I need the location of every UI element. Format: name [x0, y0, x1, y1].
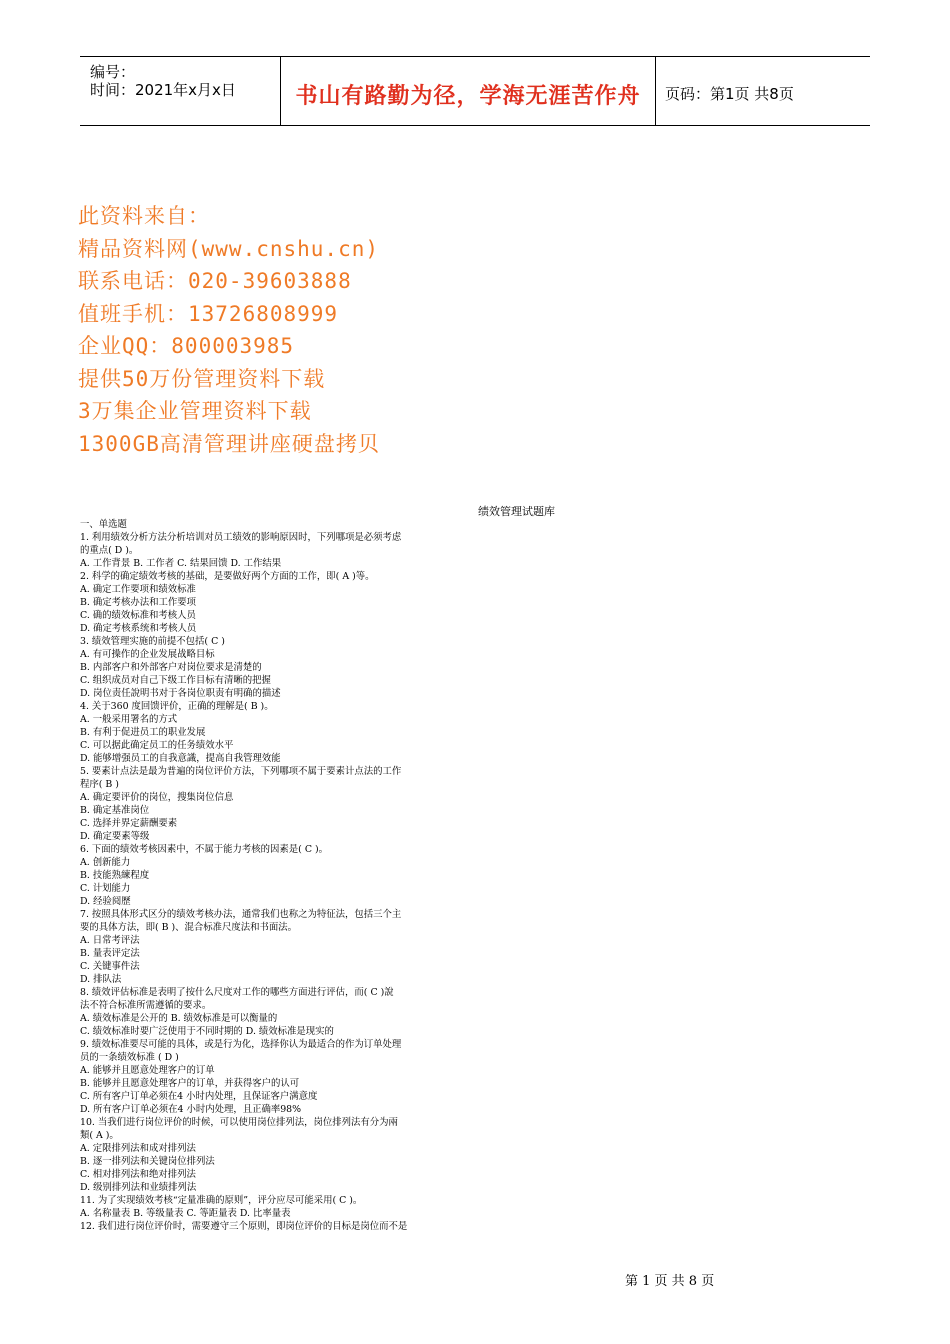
text-line: C. 相对排列法和绝对排列法: [80, 1169, 196, 1180]
ad-line: 值班手机：13726808999: [78, 301, 339, 326]
text-line: 類( A )。: [80, 1130, 119, 1141]
text-line: 一、单选题: [80, 519, 127, 530]
text-line: A. 确定要评价的岗位，搜集岗位信息: [80, 792, 234, 803]
text-line: C. 可以据此确定员工的任务绩效水平: [80, 740, 234, 751]
text-line: D. 能够增强员工的自我意識，提高自我管理效能: [80, 753, 281, 764]
text-line: C. 所有客户订单必须在4 小时内处理，且保证客户满意度: [80, 1091, 318, 1102]
text-line: D. 级别排列法和业绩排列法: [80, 1182, 197, 1193]
text-line: B. 量表评定法: [80, 948, 140, 959]
text-line: 6. 下面的绩效考核因素中，不属于能力考核的因素是( C )。: [80, 844, 329, 855]
text-line: D. 所有客户订单必须在4 小时内处理，且正确率98%: [80, 1104, 302, 1115]
text-line: C. 确的绩效标准和考核人员: [80, 610, 196, 621]
text-line: C. 选择并界定薪酬要素: [80, 818, 178, 829]
text-line: 要的具体方法，即( B )、混合标准尺度法和书面法。: [80, 922, 298, 933]
text-line: 3. 绩效管理实施的前提不包括( C ): [80, 636, 225, 647]
text-line: A. 工作背景 B. 工作者 C. 结果回馈 D. 工作结果: [80, 558, 282, 569]
question-list: [80, 518, 475, 1233]
text-line: 2. 科学的确定绩效考核的基础，是要做好两个方面的工作，即( A )等。: [80, 571, 375, 582]
ad-line: 企业QQ：800003985: [78, 334, 295, 358]
ad-line: 3万集企业管理资料下载: [78, 399, 312, 423]
text-line: C. 绩效标准时要广泛使用于不同时期的 D. 绩效标准是现实的: [80, 1026, 334, 1037]
text-line: B. 内部客户和外部客户对岗位要求是清楚的: [80, 662, 262, 673]
page-header: [80, 56, 870, 126]
motto: 书山有路勤为径，学海无涯苦作舟: [295, 84, 641, 109]
text-line: D. 确定考核系统和考核人员: [80, 623, 197, 634]
page-code: 页码：第1页 共8页: [665, 85, 794, 103]
text-line: D. 排队法: [80, 974, 122, 985]
text-line: B. 逐一排列法和关键岗位排列法: [80, 1156, 215, 1167]
text-line: 9. 绩效标准要尽可能的具体，或是行为化，选择你认为最适合的作为订单处理: [80, 1039, 402, 1050]
ad-line: 此资料来自：: [78, 204, 210, 228]
text-line: 法不符合标准所需遵循的要求。: [80, 1000, 212, 1011]
text-line: A. 创新能力: [80, 857, 131, 868]
text-line: 5. 要素计点法是最为普遍的岗位评价方法，下列哪项不属于要素计点法的工作: [80, 766, 402, 777]
text-line: A. 能够并且愿意处理客户的订单: [80, 1065, 215, 1076]
doc-title: 绩效管理试题库: [478, 505, 555, 518]
header-motto-cell: [280, 57, 656, 125]
time-label: 时间：2021年x月x日: [90, 81, 236, 99]
text-line: 10. 当我们进行岗位评价的时候，可以使用岗位排列法，岗位排列法有分为兩: [80, 1117, 398, 1128]
text-line: C. 组织成员对自己下级工作目标有清晰的把握: [80, 675, 271, 686]
header-page-cell: [655, 57, 870, 125]
text-line: A. 名称量表 B. 等级量表 C. 等距量表 D. 比率量表: [80, 1208, 291, 1219]
text-line: B. 技能熟練程度: [80, 870, 150, 881]
text-line: A. 有可操作的企业发展战略目标: [80, 649, 215, 660]
header-meta: [80, 57, 280, 125]
text-line: D. 岗位责任說明书对于各岗位职责有明确的描述: [80, 688, 281, 699]
text-line: 12. 我们进行岗位评价时，需要遵守三个原则，即岗位评价的目标是岗位而不是: [80, 1221, 408, 1232]
text-line: 4. 关于360 度回馈评价，正确的理解是( B )。: [80, 701, 274, 712]
text-line: A. 日常考评法: [80, 935, 140, 946]
ad-line: 精品资料网(www.cnshu.cn): [78, 236, 380, 261]
ad-line: 联系电话：020-39603888: [78, 269, 352, 293]
text-line: C. 关键事件法: [80, 961, 140, 972]
text-line: B. 确定考核办法和工作要项: [80, 597, 196, 608]
text-line: 8. 绩效评估标准是表明了按什么尺度对工作的哪些方面进行评估，而( C )說: [80, 987, 394, 998]
text-line: A. 一般采用署名的方式: [80, 714, 178, 725]
text-line: 的重点( D )。: [80, 545, 139, 556]
text-line: A. 定限排列法和成对排列法: [80, 1143, 196, 1154]
text-line: D. 确定要素等级: [80, 831, 150, 842]
text-line: 1. 利用绩效分析方法分析培训对员工绩效的影响原因时，下列哪项是必须考虑: [80, 532, 402, 543]
text-line: B. 有利于促进员工的职业发展: [80, 727, 206, 738]
ad-line: 提供50万份管理资料下载: [78, 366, 326, 391]
ad-line: 1300GB高清管理讲座硬盘拷贝: [78, 431, 380, 456]
text-line: 11. 为了实现绩效考核“定量准确的原则”，评分应尽可能采用( C )。: [80, 1195, 363, 1206]
text-line: A. 确定工作要项和绩效标准: [80, 584, 196, 595]
number-label: 编号：: [90, 63, 136, 81]
text-line: 7. 按照具体形式区分的绩效考核办法，通常我们也称之为特征法，包括三个主: [80, 909, 402, 920]
text-line: D. 经验阅歷: [80, 896, 131, 907]
text-line: 员的一条绩效标准 ( D ): [80, 1052, 179, 1063]
text-line: C. 计划能力: [80, 883, 131, 894]
text-line: A. 绩效标准是公开的 B. 绩效标准是可以衡量的: [80, 1013, 278, 1024]
page-footer: 第 1 页 共 8 页: [625, 1274, 715, 1289]
text-line: B. 能够并且愿意处理客户的订单，并获得客户的认可: [80, 1078, 300, 1089]
ad-block: [78, 200, 380, 460]
text-line: 程序( B ): [80, 779, 119, 790]
text-line: B. 确定基准岗位: [80, 805, 150, 816]
